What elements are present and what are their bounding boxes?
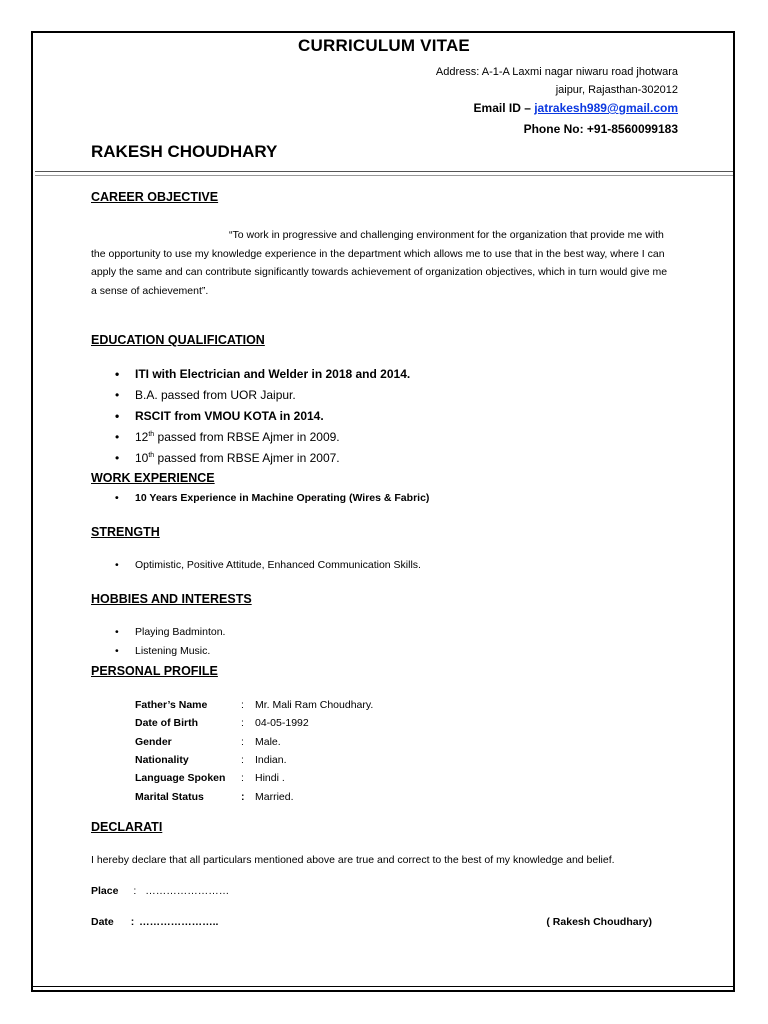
email-link[interactable]: jatrakesh989@gmail.com [534,101,678,115]
declaration-text: I hereby declare that all particulars mentioned above are true and correct to the best of my knowledge and belief. [91,854,615,866]
profile-label: Nationality [135,754,189,767]
profile-value: Hindi . [255,772,285,785]
candidate-name: RAKESH CHOUDHARY [91,142,278,161]
email-line [474,101,678,115]
address-line-1: Address: A-1-A Laxmi nagar niwaru road jhotwara [435,66,678,78]
strength-item: • Optimistic, Positive Attitude, Enhanced Communication Skills. [91,556,421,575]
career-objective-heading: CAREER OBJECTIVE [91,190,219,204]
profile-separator: : [241,735,244,748]
profile-value: 04-05-1992 [255,717,309,730]
profile-row [135,696,373,714]
strength-heading: STRENGTH [91,525,160,539]
profile-label: Date of Birth [135,717,198,730]
profile-label: Marital Status [135,790,204,803]
document-title: CURRICULUM VITAE [298,36,470,55]
place-value: …………………… [145,885,230,897]
signature-name: ( Rakesh Choudhary) [546,916,652,928]
hobbies-list [91,623,225,661]
hobby-item: • Playing Badminton. [91,623,225,642]
education-heading: EDUCATION QUALIFICATION [91,333,265,347]
hobby-item: • Listening Music. [91,642,225,661]
education-item: • 10th passed from RBSE Ajmer in 2007. [91,448,410,469]
place-separator: : [133,885,137,897]
profile-separator: : [241,772,244,785]
profile-separator: : [241,699,244,712]
education-list [91,364,410,469]
work-experience-heading: WORK EXPERIENCE [91,471,215,485]
career-objective-rest: me with the opportunity to use my knowledge experience in the department which allows me to use that in the best way, where I can apply the same and can contribute significantly towards achievement of organization objectives, which in turn would give me a sense of achievement”. [91,229,668,297]
date-line [91,916,218,928]
personal-profile-heading: PERSONAL PROFILE [91,664,218,678]
date-value: ………………….. [139,916,219,928]
date-label: Date [91,916,114,928]
profile-separator: : [241,717,244,730]
profile-row [135,787,373,805]
profile-value: Mr. Mali Ram Choudhary. [255,699,374,712]
profile-value: Married. [255,790,294,803]
header-divider-secondary [35,175,733,176]
date-separator: : [130,916,135,928]
profile-separator: : [241,790,245,803]
profile-row [135,769,373,787]
place-line [91,885,229,897]
work-experience-item: • 10 Years Experience in Machine Operating (Wires & Fabric) [91,489,429,508]
profile-value: Indian. [255,754,287,767]
profile-label: Language Spoken [135,772,226,785]
education-item: • B.A. passed from UOR Jaipur. [91,385,410,406]
education-item: • 12th passed from RBSE Ajmer in 2009. [91,427,410,448]
profile-label: Gender [135,735,172,748]
career-objective-first-line: “To work in progressive and challenging environment for the organization that provide [229,229,625,241]
phone-line: Phone No: +91-8560099183 [523,122,678,136]
work-experience-list [91,489,429,508]
personal-profile-table [135,696,373,806]
hobbies-heading: HOBBIES AND INTERESTS [91,592,252,606]
address-line-2: jaipur, Rajasthan-302012 [555,84,678,96]
education-item: • RSCIT from VMOU KOTA in 2014. [91,406,410,427]
profile-separator: : [241,754,244,767]
profile-label: Father’s Name [135,699,208,712]
header-divider [35,171,733,172]
profile-row [135,751,373,769]
declaration-heading: DECLARATI [91,820,163,834]
profile-row [135,733,373,751]
profile-row [135,714,373,732]
profile-value: Male. [255,735,281,748]
education-item: • ITI with Electrician and Welder in 2018 and 2014. [91,364,410,385]
career-objective-text [91,226,669,300]
place-label: Place [91,885,119,897]
strength-list [91,556,421,575]
email-label: Email ID – [473,101,535,115]
